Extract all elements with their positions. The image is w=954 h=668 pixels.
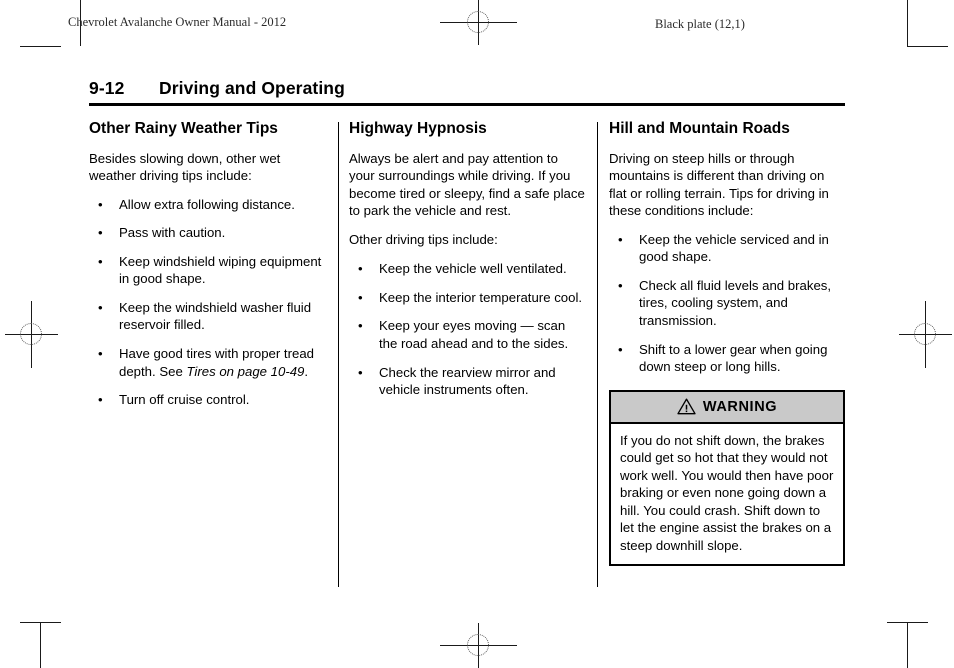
crop-mark-bottom-right-horizontal bbox=[887, 622, 928, 623]
manual-title-running-head: Chevrolet Avalanche Owner Manual - 2012 bbox=[68, 15, 287, 29]
column-hill-and-mountain-roads bbox=[609, 120, 845, 566]
bullet-list-hill-mountain bbox=[609, 231, 845, 376]
registration-mark-right bbox=[925, 334, 926, 335]
list-item-text: Turn off cruise control. bbox=[119, 392, 250, 408]
list-item bbox=[609, 341, 845, 376]
warning-header bbox=[611, 392, 843, 424]
list-item bbox=[609, 277, 845, 330]
bullet-marker-icon: • bbox=[98, 253, 103, 269]
bullet-list-highway-hypnosis bbox=[349, 260, 585, 398]
list-item-text: Allow extra following distance. bbox=[119, 196, 295, 212]
list-item-text: Check the rearview mirror and vehicle instruments often. bbox=[379, 364, 556, 398]
list-item-text: Keep the windshield washer fluid reservoir filled. bbox=[119, 299, 312, 333]
list-item-text: Keep the interior temperature cool. bbox=[379, 289, 583, 305]
cross-reference-link[interactable]: Tires on page 10-49 bbox=[186, 363, 305, 379]
column-other-rainy-weather-tips bbox=[89, 120, 325, 409]
column-divider-2 bbox=[597, 122, 598, 587]
bullet-marker-icon: • bbox=[358, 289, 363, 305]
column-highway-hypnosis bbox=[349, 120, 585, 399]
list-item-text: Keep the vehicle serviced and in good shape. bbox=[639, 231, 829, 265]
bullet-marker-icon: • bbox=[98, 196, 103, 212]
crop-mark-top-right-vertical bbox=[907, 0, 908, 46]
list-item-text-tail: . bbox=[304, 363, 309, 379]
list-item bbox=[349, 364, 585, 399]
list-item-text: Shift to a lower gear when going down steep or long hills. bbox=[639, 341, 828, 375]
bullet-marker-icon: • bbox=[358, 261, 363, 277]
registration-mark-top bbox=[478, 22, 479, 23]
bullet-marker-icon: • bbox=[618, 231, 623, 247]
bullet-marker-icon: • bbox=[98, 345, 103, 361]
bullet-marker-icon: • bbox=[618, 277, 623, 293]
crop-mark-top-left-horizontal bbox=[20, 46, 61, 47]
list-item bbox=[89, 299, 325, 334]
list-item bbox=[89, 391, 325, 409]
list-item bbox=[89, 224, 325, 242]
section-secondary-paragraph: Other driving tips include: bbox=[349, 231, 498, 247]
list-item-text: Pass with caution. bbox=[119, 225, 226, 241]
black-plate-running-head: Black plate (12,1) bbox=[655, 17, 745, 31]
list-item bbox=[609, 231, 845, 266]
registration-mark-left bbox=[31, 334, 32, 335]
list-item bbox=[349, 260, 585, 278]
bullet-marker-icon: • bbox=[98, 299, 103, 315]
warning-callout-box bbox=[609, 390, 845, 567]
registration-mark-bottom bbox=[478, 645, 479, 646]
page-number: 9-12 bbox=[89, 78, 125, 98]
list-item-text: Keep the vehicle well ventilated. bbox=[379, 261, 567, 277]
list-item-text: Have good tires with proper tread depth. See bbox=[119, 345, 314, 379]
page-header bbox=[89, 78, 845, 106]
section-title-hill-and-mountain-roads: Hill and Mountain Roads bbox=[609, 120, 790, 137]
crop-mark-bottom-left-vertical bbox=[40, 622, 41, 668]
bullet-list-rainy-weather bbox=[89, 196, 325, 409]
list-item bbox=[89, 253, 325, 288]
chapter-title: Driving and Operating bbox=[159, 78, 345, 98]
warning-triangle-icon bbox=[677, 398, 696, 415]
crop-mark-top-right-horizontal bbox=[907, 46, 948, 47]
list-item bbox=[349, 317, 585, 352]
list-item bbox=[349, 289, 585, 307]
bullet-marker-icon: • bbox=[98, 225, 103, 241]
page-body bbox=[89, 120, 845, 590]
warning-body-text: If you do not shift down, the brakes could get so hot that they would not work well. You would then have poor braking or even none going down a hill. You could crash. Shift down to let the engine assist the brakes on a steep downhill slope. bbox=[620, 432, 834, 553]
list-item-with-cross-reference bbox=[89, 345, 325, 380]
bullet-marker-icon: • bbox=[98, 392, 103, 408]
list-item bbox=[89, 196, 325, 214]
crop-mark-bottom-left-horizontal bbox=[20, 622, 61, 623]
header-rule bbox=[89, 103, 845, 106]
section-intro-paragraph: Driving on steep hills or through mountains is different than driving on flat or rolling terrain. Tips for driving in these conditions include: bbox=[609, 150, 829, 219]
section-intro-paragraph: Besides slowing down, other wet weather driving tips include: bbox=[89, 150, 281, 184]
list-item-text: Check all fluid levels and brakes, tires, cooling system, and transmission. bbox=[639, 277, 832, 328]
warning-label: WARNING bbox=[702, 398, 778, 415]
section-title-highway-hypnosis: Highway Hypnosis bbox=[349, 120, 487, 137]
section-intro-paragraph: Always be alert and pay attention to your surroundings while driving. If you become tired or sleepy, find a safe place to park the vehicle and rest. bbox=[349, 150, 585, 219]
bullet-marker-icon: • bbox=[358, 364, 363, 380]
bullet-marker-icon: • bbox=[358, 318, 363, 334]
bullet-marker-icon: • bbox=[618, 341, 623, 357]
list-item-text: Keep your eyes moving — scan the road ahead and to the sides. bbox=[379, 318, 569, 351]
list-item-text: Keep windshield wiping equipment in good shape. bbox=[119, 253, 322, 287]
crop-mark-bottom-right-vertical bbox=[907, 622, 908, 668]
column-divider-1 bbox=[338, 122, 339, 587]
section-title-other-rainy-weather-tips: Other Rainy Weather Tips bbox=[89, 120, 278, 137]
